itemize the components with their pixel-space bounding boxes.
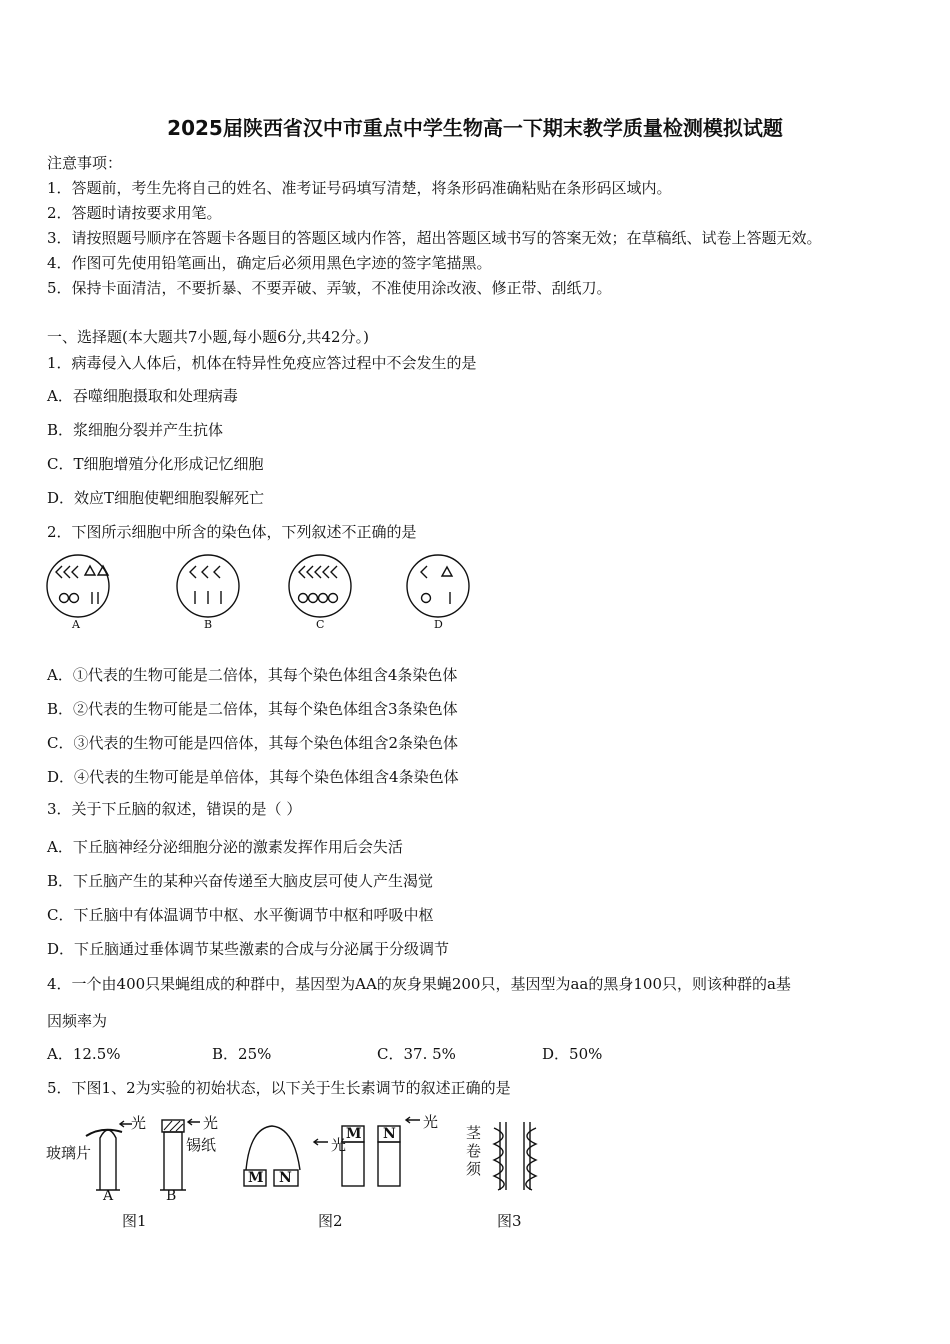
page-title: 2025届陕西省汉中市重点中学生物高一下期末教学质量检测模拟试题 <box>167 116 783 140</box>
notice-item: 2．答题时请按要求用笔。 <box>47 204 222 222</box>
q3-option-d: D．下丘脑通过垂体调节某些激素的合成与分泌属于分级调节 <box>47 940 450 958</box>
q2-option-b: B．②代表的生物可能是二倍体，其每个染色体组含3条染色体 <box>47 700 458 718</box>
fig3-tendril-label: 茎卷须 <box>466 1124 482 1178</box>
light-label-b: 光 <box>203 1114 219 1132</box>
q2-cell-figure <box>40 548 470 640</box>
notice-heading: 注意事项： <box>47 154 123 172</box>
fig1-caption: 图1 <box>122 1212 147 1230</box>
q4-option-b: B．25% <box>212 1045 272 1063</box>
glass-label: 玻璃片 <box>46 1144 92 1162</box>
question-5-stem: 5．下图1、2为实验的初始状态，以下关于生长素调节的叙述正确的是 <box>47 1079 511 1097</box>
notice-item: 1．答题前，考生先将自己的姓名、准考证号码填写清楚，将条形码准确粘贴在条形码区域内。 <box>47 179 672 197</box>
fig2-caption: 图2 <box>318 1212 343 1230</box>
fig2-n-top-label: N <box>383 1126 396 1142</box>
q1-option-a: A．吞噬细胞摄取和处理病毒 <box>47 387 238 405</box>
fig2-m-label: M <box>248 1170 264 1186</box>
question-1-stem: 1．病毒侵入人体后，机体在特异性免疫应答过程中不会发生的是 <box>47 354 477 372</box>
question-2-stem: 2．下图所示细胞中所含的染色体，下列叙述不正确的是 <box>47 523 417 541</box>
q3-option-b: B．下丘脑产生的某种兴奋传递至大脑皮层可使人产生渴觉 <box>47 872 434 890</box>
question-4-stem-cont: 因频率为 <box>47 1012 108 1030</box>
light-label-a: 光 <box>131 1114 147 1132</box>
notice-item: 5．保持卡面清洁，不要折暴、不要弄破、弄皱，不准使用涂改液、修正带、刮纸刀。 <box>47 279 612 297</box>
q4-options <box>47 1043 602 1064</box>
q1-option-d: D．效应T细胞使靶细胞裂解死亡 <box>47 489 265 507</box>
q3-option-a: A．下丘脑神经分泌细胞分泌的激素发挥作用后会失活 <box>47 838 403 856</box>
question-3-stem: 3．关于下丘脑的叙述，错误的是（ ） <box>47 800 302 818</box>
q3-option-c: C．下丘脑中有体温调节中枢、水平衡调节中枢和呼吸中枢 <box>47 906 434 924</box>
fig2-m-top-label: M <box>346 1126 362 1142</box>
q2-option-a: A．①代表的生物可能是二倍体，其每个染色体组含4条染色体 <box>47 666 458 684</box>
stem-label-a: A <box>103 1188 114 1204</box>
cell-label-a: A <box>72 618 80 631</box>
cell-label-c: C <box>316 618 325 631</box>
q4-option-a: A．12.5% <box>47 1045 121 1063</box>
q2-option-c: C．③代表的生物可能是四倍体，其每个染色体组含2条染色体 <box>47 734 459 752</box>
q4-option-c: C．37. 5% <box>377 1045 456 1063</box>
stem-label-b: B <box>166 1188 177 1204</box>
q2-option-d: D．④代表的生物可能是单倍体，其每个染色体组含4条染色体 <box>47 768 459 786</box>
cell-label-d: D <box>434 618 443 631</box>
fig2-n-label: N <box>279 1170 292 1186</box>
q1-option-b: B．浆细胞分裂并产生抗体 <box>47 421 224 439</box>
question-4-stem: 4．一个由400只果蝇组成的种群中，基因型为AA的灰身果蝇200只，基因型为aa的黑身100只，则该种群的a基 <box>47 975 791 993</box>
section-heading: 一、选择题(本大题共7小题,每小题6分,共42分。) <box>47 328 369 346</box>
cell-label-b: B <box>204 618 213 631</box>
fig3-caption: 图3 <box>497 1212 522 1230</box>
fig2-light-right: 光 <box>423 1113 439 1131</box>
fig2-light-left: 光 <box>331 1136 347 1154</box>
foil-label: 锡纸 <box>186 1136 217 1154</box>
notice-item: 3．请按照题号顺序在答题卡各题目的答题区域内作答，超出答题区域书写的答案无效；在草稿纸、试卷上答题无效。 <box>47 229 822 247</box>
q1-option-c: C．T细胞增殖分化形成记忆细胞 <box>47 455 264 473</box>
notice-item: 4．作图可先使用铅笔画出，确定后必须用黑色字迹的签字笔描黑。 <box>47 254 492 272</box>
q4-option-d: D．50% <box>542 1045 603 1063</box>
